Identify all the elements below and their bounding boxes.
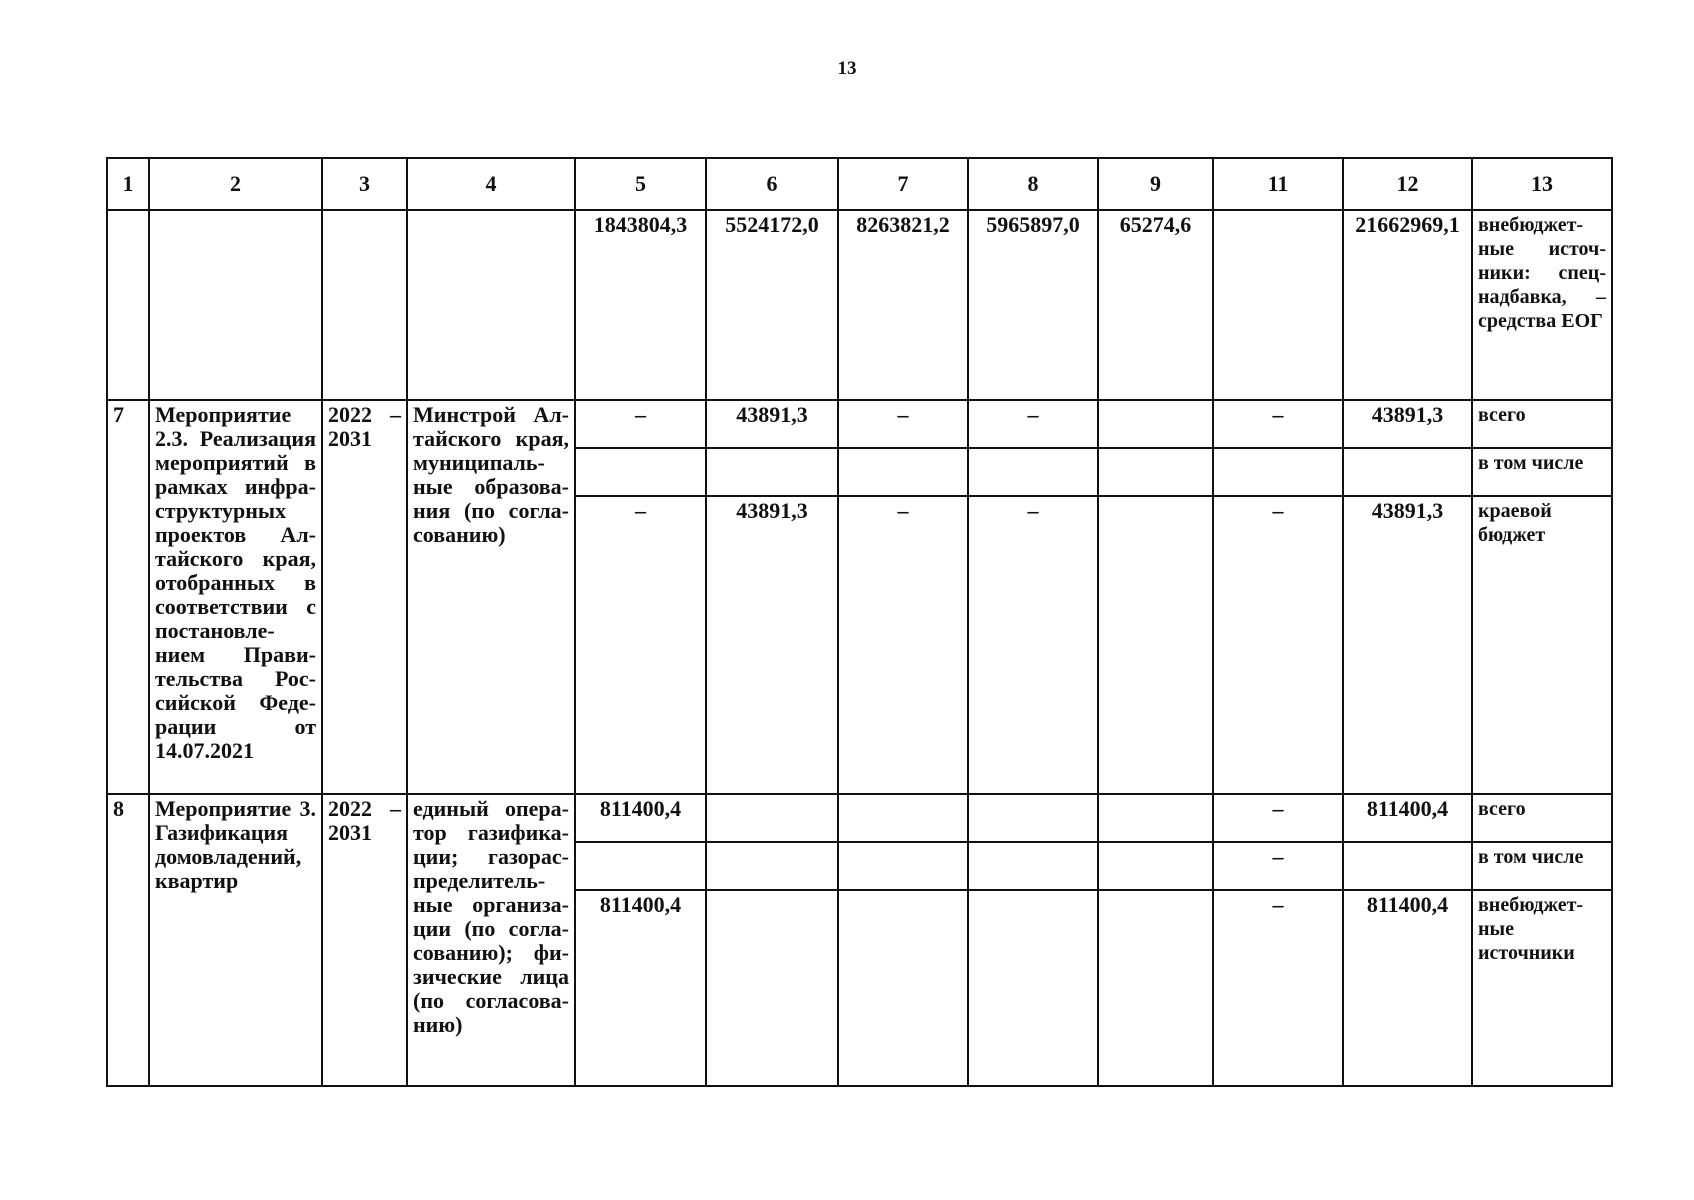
- col-header: 5: [575, 158, 706, 210]
- row-number: 7: [107, 400, 149, 794]
- cell: [1343, 448, 1472, 496]
- cell: 811400,4: [1343, 890, 1472, 1086]
- continuation-row: [107, 210, 1612, 400]
- cell: –: [1213, 842, 1343, 890]
- cell: [706, 890, 838, 1086]
- col-header: 4: [407, 158, 575, 210]
- funding-source: всего: [1472, 794, 1612, 842]
- funding-source: всего: [1472, 400, 1612, 448]
- cell: [1098, 496, 1213, 794]
- cell: [107, 210, 149, 400]
- cell: [1098, 794, 1213, 842]
- cell: –: [1213, 794, 1343, 842]
- cell: [968, 794, 1098, 842]
- cell: [838, 890, 968, 1086]
- cell: [1098, 400, 1213, 448]
- cell: [1098, 842, 1213, 890]
- cell: [149, 210, 322, 400]
- cell: –: [1213, 400, 1343, 448]
- col-header: 1: [107, 158, 149, 210]
- cell: 43891,3: [706, 496, 838, 794]
- row-number: 8: [107, 794, 149, 1086]
- col-header: 2: [149, 158, 322, 210]
- cell: [706, 794, 838, 842]
- measure-name: Мероприятие 2.3. Реализация мероприятий в рамках инфраструктурных проектов Алтайского края, отобранных в соответствии с постановлением Правительства Российской Федерации от 14.07.2021: [149, 400, 322, 794]
- cell: 21662969,1: [1343, 210, 1472, 400]
- period: 2022 – 2031: [322, 794, 407, 1086]
- funding-source: в том числе: [1472, 842, 1612, 890]
- col-header: 3: [322, 158, 407, 210]
- table-row: [107, 794, 1612, 842]
- cell: –: [838, 496, 968, 794]
- cell: [968, 448, 1098, 496]
- col-header: 7: [838, 158, 968, 210]
- cell: [575, 842, 706, 890]
- cell: 5965897,0: [968, 210, 1098, 400]
- col-header: 9: [1098, 158, 1213, 210]
- funding-source: краевой бюджет: [1472, 496, 1612, 794]
- cell: [838, 794, 968, 842]
- cell: [838, 842, 968, 890]
- cell: [1098, 448, 1213, 496]
- cell: [407, 210, 575, 400]
- cell: 5524172,0: [706, 210, 838, 400]
- cell: 811400,4: [575, 794, 706, 842]
- cell: [575, 448, 706, 496]
- cell: –: [968, 496, 1098, 794]
- cell: –: [1213, 496, 1343, 794]
- cell: –: [968, 400, 1098, 448]
- cell: 1843804,3: [575, 210, 706, 400]
- funding-source: в том числе: [1472, 448, 1612, 496]
- funding-source: внебюджетные источники: [1472, 890, 1612, 1086]
- cell: 43891,3: [1343, 496, 1472, 794]
- measure-name: Мероприятие 3. Газификация домовладений, квартир: [149, 794, 322, 1086]
- cell: [1213, 210, 1343, 400]
- column-number-row: [107, 158, 1612, 210]
- cell: –: [575, 496, 706, 794]
- col-header: 6: [706, 158, 838, 210]
- period: 2022 – 2031: [322, 400, 407, 794]
- page-number: 13: [837, 58, 857, 79]
- cell: [1098, 890, 1213, 1086]
- cell: [968, 890, 1098, 1086]
- cell: 65274,6: [1098, 210, 1213, 400]
- table-row: [107, 400, 1612, 448]
- executor: Минстрой Алтайского края, муниципальные образования (по согласованию): [407, 400, 575, 794]
- col-header: 8: [968, 158, 1098, 210]
- cell: [706, 842, 838, 890]
- cell: 43891,3: [706, 400, 838, 448]
- financing-table: [106, 157, 1613, 1087]
- executor: единый оператор газификации; газораспределительные организации (по согласованию); физические лица (по согласованию): [407, 794, 575, 1086]
- cell: –: [1213, 890, 1343, 1086]
- cell: [1343, 842, 1472, 890]
- cell: –: [575, 400, 706, 448]
- cell: [706, 448, 838, 496]
- cell: [1213, 448, 1343, 496]
- cell: –: [838, 400, 968, 448]
- col-header: 13: [1472, 158, 1612, 210]
- cell: [838, 448, 968, 496]
- col-header: 11: [1213, 158, 1343, 210]
- funding-source: внебюджетные источники: спецнадбавка, – средства ЕОГ: [1472, 210, 1612, 400]
- cell: 8263821,2: [838, 210, 968, 400]
- cell: 811400,4: [1343, 794, 1472, 842]
- cell: [322, 210, 407, 400]
- col-header: 12: [1343, 158, 1472, 210]
- cell: 43891,3: [1343, 400, 1472, 448]
- cell: [968, 842, 1098, 890]
- cell: 811400,4: [575, 890, 706, 1086]
